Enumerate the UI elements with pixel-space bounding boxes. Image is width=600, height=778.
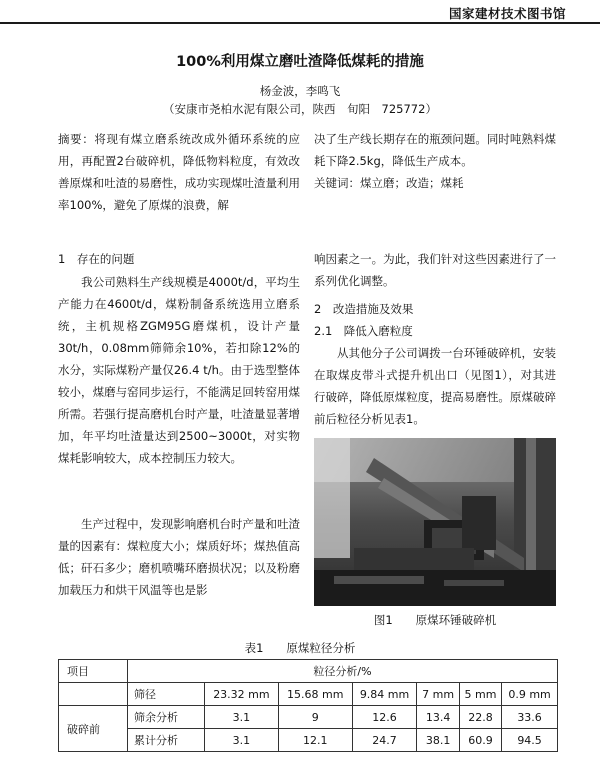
section-1-paragraph-2-continued: 响因素之一。为此，我们针对这些因素进行了一系列优化调整。 [314, 252, 556, 288]
table-cell-sieve-label: 筛径 [128, 683, 205, 706]
table-cell: 0.9 mm [502, 683, 558, 706]
table-cell: 33.6 [502, 706, 558, 729]
table-cell: 12.6 [352, 706, 417, 729]
table-cell: 9 [278, 706, 352, 729]
section-2-1-paragraph [314, 342, 556, 430]
table-group-header: 粒径分析/% [128, 660, 558, 683]
table-cell: 9.84 mm [352, 683, 417, 706]
header-rule [0, 22, 600, 24]
section-1-paragraph-1 [58, 271, 300, 469]
abstract-continuation [314, 128, 556, 194]
crusher-photo [314, 438, 556, 606]
table-row [59, 706, 558, 729]
section-2-1-heading: 2.1 降低入磨粒度 [314, 324, 413, 338]
section-2-heading: 2 改造措施及效果 [314, 302, 414, 316]
table-cell: 15.68 mm [278, 683, 352, 706]
table-col-header-item: 项目 [59, 660, 128, 683]
keywords: 关键词：煤立磨；改造；煤耗 [314, 176, 464, 190]
table-1-caption: 表1 原煤粒径分析 [244, 641, 356, 655]
table-cell: 12.1 [278, 729, 352, 752]
section-1-paragraph-2 [58, 513, 300, 601]
table-cell-empty [59, 683, 128, 706]
table-cell: 94.5 [502, 729, 558, 752]
table-cell-row-label: 筛余分析 [128, 706, 205, 729]
table-cell: 23.32 mm [205, 683, 279, 706]
abstract-end: 决了生产线长期存在的瓶颈问题。同时吨熟料煤耗下降2.5kg，降低生产成本。 [314, 132, 556, 168]
table-cell: 3.1 [205, 729, 279, 752]
abstract-text: 摘要：将现有煤立磨系统改成外循环系统的应用，再配置2台破碎机，降低物料粒度，有效改善原煤和吐渣的易磨性，成功实现煤吐渣量利用率100%，避免了原煤的浪费，解 [58, 132, 300, 212]
table-cell: 5 mm [459, 683, 501, 706]
particle-size-table [58, 659, 558, 752]
table-cell: 3.1 [205, 706, 279, 729]
running-header [0, 0, 600, 22]
table-row [59, 729, 558, 752]
table-header-row [59, 660, 558, 683]
table-cell: 7 mm [417, 683, 459, 706]
table-cell: 24.7 [352, 729, 417, 752]
table-row [59, 683, 558, 706]
table-cell-row-label: 累计分析 [128, 729, 205, 752]
table-cell-group-label: 破碎前 [59, 706, 128, 752]
section-1-paragraph-2-text: 生产过程中，发现影响磨机台时产量和吐渣量的因素有：煤粒度大小；煤质好坏；煤热值高低；矸石多少；磨机喷嘴环磨损状况；以及粉磨加载压力和烘干风温等也是影 [58, 517, 300, 597]
table-cell: 60.9 [459, 729, 501, 752]
table-cell: 38.1 [417, 729, 459, 752]
table-cell: 13.4 [417, 706, 459, 729]
table-cell: 22.8 [459, 706, 501, 729]
paper-title: 100%利用煤立磨吐渣降低煤耗的措施 [176, 54, 424, 70]
paper-affiliation: （安康市尧柏水泥有限公司，陕西 旬阳 725772） [163, 102, 437, 116]
section-1-paragraph-1-text: 我公司熟料生产线规模是4000t/d，平均生产能力在4600t/d，煤粉制备系统选用立磨系统，主机规格ZGM95G磨煤机，设计产量30t/h，0.08mm筛筛余10%，若扣除12%的水分，实际煤粉产量仅26.4 t/h。由于选型整体较小，煤磨与窑同步运行，不能满足回转窑用煤所需。若强行提高磨机台时产量，吐渣量显著增加，年平均吐渣量达到2500~3000t，对实物煤耗影响较大，成本控制压力较大。 [58, 275, 300, 465]
header-title: 国家建材技术图书馆 [448, 6, 566, 21]
section-1-heading: 1 存在的问题 [58, 252, 135, 266]
section-2-1-paragraph-text: 从其他分子公司调拨一台环锤破碎机，安装在取煤皮带斗式提升机出口（见图1），对其进行破碎，降低原煤粒度，提高易磨性。原煤破碎前后粒径分析见表1。 [314, 346, 556, 426]
paper-authors: 杨金波，李鸣飞 [259, 84, 341, 98]
figure-1-caption: 图1 原煤环锤破碎机 [373, 613, 497, 627]
crusher-photo-graphic [314, 438, 556, 606]
